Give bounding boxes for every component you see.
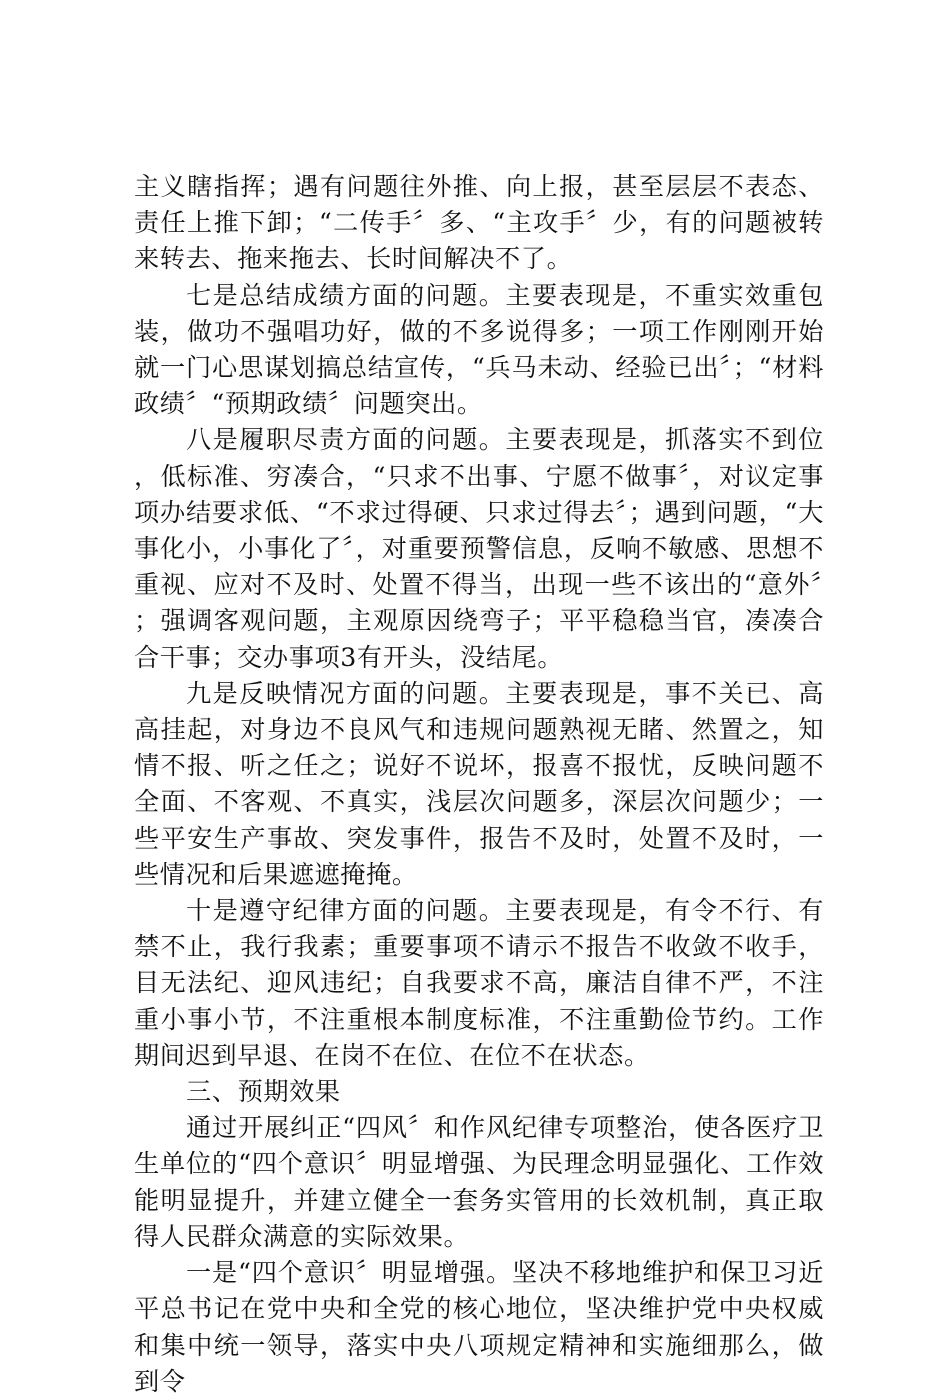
document-body — [134, 169, 824, 1400]
section-heading-expected-effects: 三、预期效果 — [186, 1077, 341, 1107]
paragraph-item-10: 十是遵守纪律方面的问题。主要表现是，有令不行、有禁不止，我行我素；重要事项不请示不报告不收敛不收手，目无法纪、迎风违纪；自我要求不高，廉洁自律不严，不注重小事小节，不注重根本制度标准，不注重勤俭节约。工作期间迟到早退、在岗不在位、在位不在状态。 — [134, 896, 824, 1070]
paragraph-item-9: 九是反映情况方面的问题。主要表现是，事不关已、高高挂起，对身边不良风气和违规问题熟视无睹、然置之，知情不报、听之任之；说好不说坏，报喜不报忧，反映问题不全面、不客观、不真实，浅层次问题多，深层次问题少；一些平安生产事故、突发事件，报告不及时，处置不及时，一些情况和后果遮遮掩掩。 — [134, 678, 824, 889]
paragraph-item-8: 八是履职尽责方面的问题。主要表现是，抓落实不到位，低标准、穷凑合，“只求不出事、宁愿不做事〞，对议定事项办结要求低、“不求过得硬、只求过得去〞；遇到问题，“大事化小，小事化了〞，对重要预警信息，反响不敏感、思想不重视、应对不及时、处置不得当，出现一些不该出的“意外〞；强调客观问题，主观原因绕弯子；平平稳稳当官，凑凑合合干事；交办事项3有开头，没结尾。 — [134, 425, 824, 672]
paragraph-expected-effects-intro: 通过开展纠正“四风〞和作风纪律专项整治，使各医疗卫生单位的“四个意识〞明显增强、为民理念明显强化、工作效能明显提升，并建立健全一套务实管用的长效机制，真正取得人民群众满意的实际效果。 — [134, 1113, 824, 1251]
paragraph-item-7: 七是总结成绩方面的问题。主要表现是，不重实效重包装，做功不强唱功好，做的不多说得多；一项工作刚刚开始就一门心思谋划搞总结宣传，“兵马未动、经验已出〞；“材料政绩〞“预期政绩〞问题突出。 — [134, 280, 824, 419]
paragraph-effect-1: 一是“四个意识〞明显增强。坚决不移地维护和保卫习近平总书记在党中央和全党的核心地位，坚决维护党中央权威和集中统一领导，落实中央八项规定精神和实施细那么，做到令 — [134, 1258, 824, 1396]
paragraph-continuation: 主义瞎指挥；遇有问题往外推、向上报，甚至层层不表态、责任上推下卸；“二传手〞多、“主攻手〞少，有的问题被转来转去、拖来拖去、长时间解决不了。 — [134, 172, 824, 274]
